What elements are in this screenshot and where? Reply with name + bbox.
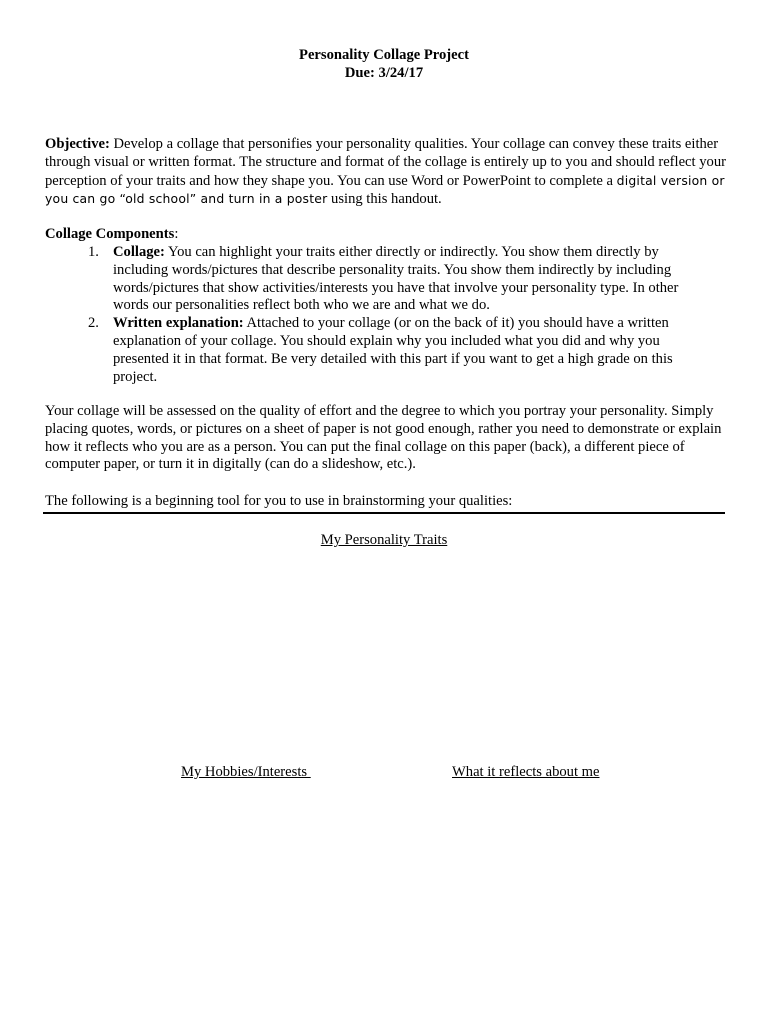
due-date: Due: 3/24/17 [344, 64, 424, 81]
document-header [0, 47, 768, 83]
assessment-paragraph: Your collage will be assessed on the quality of effort and the degree to which you portray your personality. Simply placing quotes, words, or pictures on a sheet of paper is not good enough, rather you need to demonstrate or explain how it reflects who you are as a person. You can put the final collage on this paper (back), a different piece of computer paper, or turn it in digitally (can do a slideshow, etc.). [45, 403, 722, 473]
list-item-text: You can highlight your traits either directly or indirectly. You show them directly by including words/pictures that describe personality traits. You show them indirectly by including words/pictures that show activities/interests you have that involve your personality type. In other words our personalities reflect both who we are and what we do. [113, 244, 679, 314]
list-item-label: Written explanation: [113, 315, 244, 332]
reflects-heading: What it reflects about me [452, 764, 600, 780]
list-item [88, 244, 710, 315]
list-item-label: Collage: [113, 244, 165, 260]
components-title: Collage Components [45, 226, 175, 242]
list-number: 1. [88, 244, 99, 260]
hobbies-heading: My Hobbies/Interests [181, 764, 311, 780]
list-item [88, 315, 710, 386]
list-item-text: Attached to your collage (or on the back of it) you should have a written explanation of your collage. You should explain why you included what you did and why you presented it in that format. Be very detailed with this part if you want to get a high grade on this project. [113, 315, 673, 385]
components-list [88, 244, 710, 386]
objective-handwritten-text: digital version or you can go “old school” and turn in a poster [45, 172, 725, 207]
divider-line [43, 512, 725, 514]
document-title: Personality Collage Project [299, 47, 469, 63]
objective-paragraph [45, 136, 735, 209]
objective-tail: using this handout. [327, 191, 442, 208]
components-heading [45, 226, 178, 244]
brainstorm-intro: The following is a beginning tool for you to use in brainstorming your qualities: [45, 493, 513, 509]
personality-traits-heading: My Personality Traits [320, 532, 448, 548]
objective-text: Develop a collage that personifies your personality qualities. Your collage can convey these traits either through visual or written format. The structure and format of the collage is entirely up to you and should reflect your perception of your traits and how they shape you. You can use Word or PowerPoint to complete a [45, 136, 726, 189]
list-number: 2. [88, 315, 99, 332]
objective-label: Objective: [45, 136, 110, 152]
components-colon: : [174, 226, 179, 242]
